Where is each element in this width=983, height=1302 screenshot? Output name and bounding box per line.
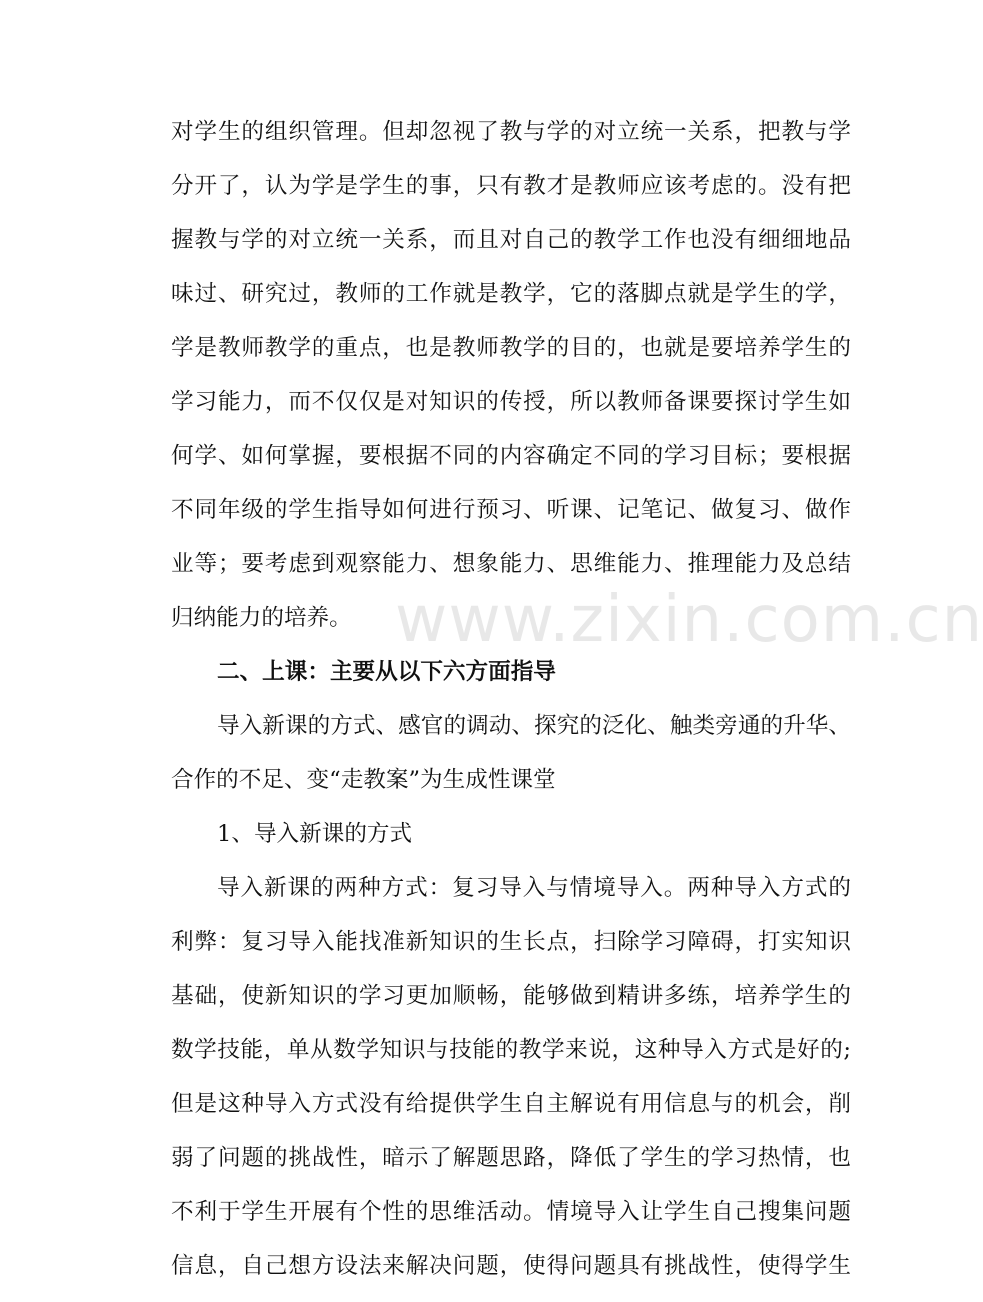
paragraph-line: 导入新课的方式、感官的调动、探究的泛化、触类旁通的升华、 bbox=[217, 713, 851, 739]
paragraph-line: 不利于学生开展有个性的思维活动。情境导入让学生自己搜集问题 bbox=[171, 1199, 851, 1225]
paragraph-line: 导入新课的两种方式：复习导入与情境导入。两种导入方式的 bbox=[217, 875, 851, 901]
paragraph-line: 归纳能力的培养。 bbox=[171, 605, 352, 631]
paragraph-line: 何学、如何掌握，要根据不同的内容确定不同的学习目标；要根据 bbox=[171, 443, 851, 469]
paragraph-line: 利弊：复习导入能找准新知识的生长点，扫除学习障碍，打实知识 bbox=[171, 929, 851, 955]
section-heading: 二、上课：主要从以下六方面指导 bbox=[217, 659, 556, 685]
paragraph-line: 弱了问题的挑战性，暗示了解题思路，降低了学生的学习热情，也 bbox=[171, 1145, 851, 1171]
paragraph-line: 但是这种导入方式没有给提供学生自主解说有用信息与的机会，削 bbox=[171, 1091, 851, 1117]
paragraph-line: 基础，使新知识的学习更加顺畅，能够做到精讲多练，培养学生的 bbox=[171, 983, 851, 1009]
paragraph-line: 对学生的组织管理。但却忽视了教与学的对立统一关系，把教与学 bbox=[171, 119, 851, 145]
paragraph-line: 信息，自己想方设法来解决问题，使得问题具有挑战性，使得学生 bbox=[171, 1253, 851, 1279]
paragraph-line: 不同年级的学生指导如何进行预习、听课、记笔记、做复习、做作 bbox=[171, 497, 851, 523]
paragraph-line: 数学技能，单从数学知识与技能的教学来说，这种导入方式是好的; bbox=[171, 1037, 851, 1063]
paragraph-line: 业等；要考虑到观察能力、想象能力、思维能力、推理能力及总结 bbox=[171, 551, 851, 577]
paragraph-line: 学是教师教学的重点，也是教师教学的目的，也就是要培养学生的 bbox=[171, 335, 851, 361]
paragraph-line: 分开了，认为学是学生的事，只有教才是教师应该考虑的。没有把 bbox=[171, 173, 851, 199]
subsection-heading: 1、导入新课的方式 bbox=[217, 821, 413, 847]
paragraph-line: 合作的不足、变“走教案”为生成性课堂 bbox=[171, 767, 556, 793]
paragraph-line: 学习能力，而不仅仅是对知识的传授，所以教师备课要探讨学生如 bbox=[171, 389, 851, 415]
paragraph-line: 味过、研究过，教师的工作就是教学，它的落脚点就是学生的学， bbox=[171, 281, 851, 307]
paragraph-line: 握教与学的对立统一关系，而且对自己的教学工作也没有细细地品 bbox=[171, 227, 851, 253]
watermark: www.zixin.com.cn bbox=[395, 583, 983, 657]
